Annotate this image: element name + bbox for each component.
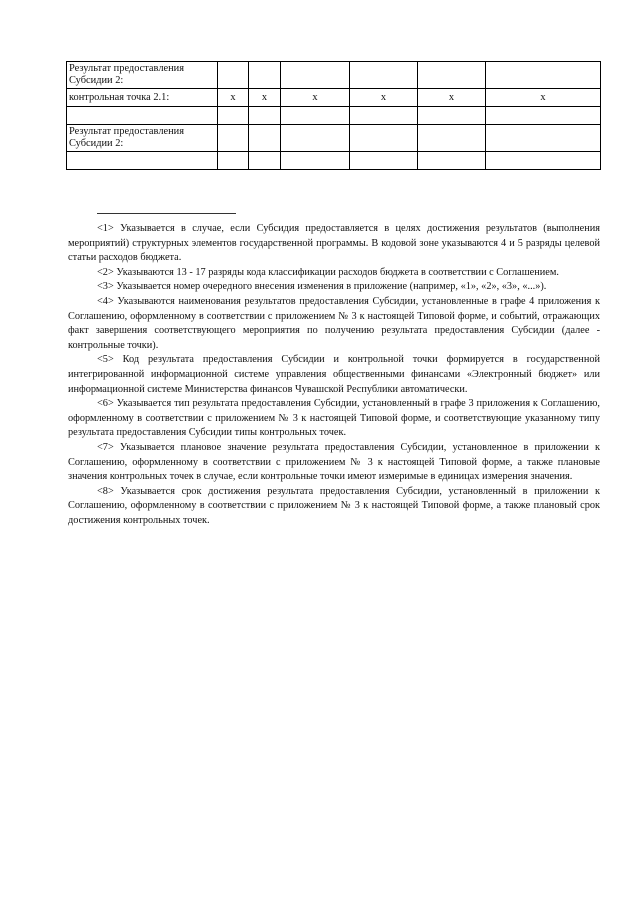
footnote-separator [97, 213, 236, 214]
table-cell: x [281, 89, 350, 107]
table-cell [249, 107, 281, 125]
table-cell [249, 152, 281, 170]
table-cell [281, 107, 350, 125]
results-table [66, 61, 601, 170]
table-cell [218, 107, 249, 125]
table-cell: x [249, 89, 281, 107]
table-cell [249, 125, 281, 152]
table-cell [418, 62, 486, 89]
footnote-8: <8> Указывается срок достижения результата предоставления Субсидии, установленный в приложении к Соглашению, оформленному в соответствии с приложением № 3 к настоящей Типовой форме, а также плановый срок достижения контрольных точек. [68, 485, 600, 526]
table-cell [281, 152, 350, 170]
footnote-2: <2> Указываются 13 - 17 разряды кода классификации расходов бюджета в соответствии с Соглашением. [97, 266, 559, 278]
table-cell [350, 62, 418, 89]
table-cell [281, 62, 350, 89]
row-label: Результат предоставления Субсидии 2: [67, 62, 218, 89]
table-cell [218, 152, 249, 170]
row-label [67, 152, 218, 170]
table-cell [218, 125, 249, 152]
table-cell [418, 125, 486, 152]
table-cell [418, 107, 486, 125]
table-cell: x [218, 89, 249, 107]
footnotes [68, 222, 600, 528]
footnote-4: <4> Указываются наименования результатов предоставления Субсидии, установленные в графе 4 приложения к Соглашению, оформленному в соответствии с приложением № 3 к настоящей Типовой форме, и событий, отражающих факт завершения соответствующего мероприятия по получению результата предоставления Субсидии (далее - контрольные точки). [68, 295, 600, 351]
table-row [67, 107, 601, 125]
table-cell [486, 107, 601, 125]
table-cell [281, 125, 350, 152]
table-cell [350, 125, 418, 152]
table-row [67, 89, 601, 107]
row-label: Результат предоставления Субсидии 2: [67, 125, 218, 152]
footnote-3: <3> Указывается номер очередного внесения изменения в приложение (например, «1», «2», «3», «...»). [97, 281, 547, 293]
table-row [67, 152, 601, 170]
table-cell: x [350, 89, 418, 107]
table-cell: x [486, 89, 601, 107]
table-cell [486, 125, 601, 152]
footnote-1: <1> Указывается в случае, если Субсидия предоставляется в целях достижения результатов (выполнения мероприятий) структурных элементов государственной программы. В кодовой зоне указываются 4 и 5 разряды целевой статьи расходов бюджета. [68, 223, 600, 264]
table-cell [486, 152, 601, 170]
footnote-5: <5> Код результата предоставления Субсидии и контрольной точки формируется в государственной интегрированной информационной системе управления общественными финансами «Электронный бюджет» или информационной системе Министерства финансов Чувашской Республики автоматически. [68, 354, 600, 395]
table-cell [218, 62, 249, 89]
table-cell: x [418, 89, 486, 107]
footnote-6: <6> Указывается тип результата предоставления Субсидии, установленный в графе 3 приложения к Соглашению, оформленному в соответствии с приложением № 3 к настоящей Типовой форме, и соответствующие указанному типу результата предоставления Субсидии типы контрольных точек. [68, 398, 600, 439]
table-cell [486, 62, 601, 89]
row-label [67, 107, 218, 125]
table-cell [350, 152, 418, 170]
table-row [67, 125, 601, 152]
table-cell [249, 62, 281, 89]
row-label: контрольная точка 2.1: [67, 89, 218, 107]
table-cell [418, 152, 486, 170]
table-cell [350, 107, 418, 125]
footnote-7: <7> Указывается плановое значение результата предоставления Субсидии, установленное в приложении к Соглашению, оформленному в соответствии с приложением № 3 к настоящей Типовой форме, а также плановые значения контрольных точек в случае, если контрольные точки имеют измеримые в единицах измерения значения. [68, 441, 600, 483]
table-row [67, 62, 601, 89]
